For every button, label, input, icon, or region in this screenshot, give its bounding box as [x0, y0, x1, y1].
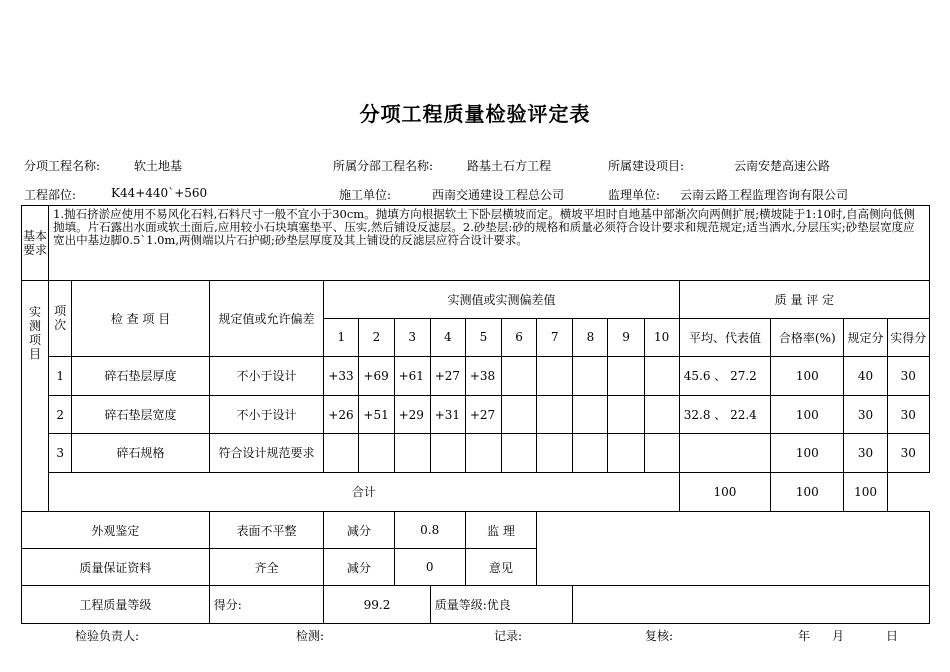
- row-value: +51: [359, 395, 394, 433]
- row-value: [502, 434, 537, 472]
- point-header-8: 8: [573, 319, 608, 356]
- row-value: [608, 356, 644, 395]
- row-value: +27: [465, 395, 501, 433]
- row-spec: 符合设计规范要求: [209, 434, 323, 472]
- measured-header: 实测值或实测偏差值: [324, 281, 679, 319]
- supervision-opinion-box: [537, 512, 930, 586]
- row-value: [394, 434, 430, 472]
- row-item: 碎石垫层厚度: [72, 356, 210, 395]
- contractor-label: 施工单位:: [339, 188, 392, 202]
- row-actual-score: 30: [887, 356, 929, 395]
- row-spec: 不小于设计: [209, 395, 323, 433]
- row-spec-score: 30: [844, 395, 887, 433]
- inspector-label: 检验负责人:: [75, 629, 140, 643]
- row-value: [430, 434, 465, 472]
- total-row: [22, 472, 930, 511]
- row-value: [537, 356, 573, 395]
- table-row: [22, 356, 930, 395]
- appearance-label: 外观鉴定: [22, 512, 210, 549]
- row-avg: 45.6 、 27.2: [679, 356, 770, 395]
- point-header-4: 4: [430, 319, 465, 356]
- point-header-7: 7: [537, 319, 573, 356]
- row-value: [359, 434, 394, 472]
- basic-requirements-label: [22, 206, 49, 281]
- grade-row: [22, 586, 930, 624]
- row-avg: 32.8 、 22.4: [679, 395, 770, 433]
- row-avg: [679, 434, 770, 472]
- row-pass-rate: 100: [771, 356, 844, 395]
- row-value: [324, 434, 359, 472]
- supervision-label: 监 理: [465, 512, 536, 549]
- row-seq: 1: [49, 356, 72, 395]
- grade-blank: [573, 586, 930, 624]
- day-label: 日: [886, 629, 899, 643]
- item-name-value: 软土地基: [134, 159, 183, 173]
- assurance-deduct-value: 0: [394, 549, 465, 586]
- side-label-char-3: 项: [29, 333, 42, 347]
- basic-requirements-text: 1.抛石挤淤应使用不易风化石料,石料尺寸一般不宜小于30cm。抛填方向根据软土下卧层横坡而定。横坡平坦时自地基中部渐次向两侧扩展;横坡陡于1:10时,自高侧向低侧抛填。片石露出水面或软土面后,应用较小石块填塞垫平、压实,然后铺设反滤层。2.砂垫层:砂的规格和质量必须符合设计要求和规范规定;适当洒水,分层压实;砂垫层宽度应宽出中基边脚0.5`1.0m,两侧端以片石护砌;砂垫层厚度及其上铺设的反滤层应符合设计要求。: [49, 206, 930, 281]
- basic-label-line1: 基本: [23, 229, 48, 243]
- avg-header: 平均、代表值: [679, 319, 770, 356]
- seq-header-char-2: 次: [54, 318, 67, 333]
- row-actual-score: 30: [887, 434, 929, 472]
- year-label: 年: [798, 629, 811, 643]
- inspection-table: [21, 205, 930, 624]
- point-header-1: 1: [324, 319, 359, 356]
- month-label: 月: [832, 629, 845, 643]
- row-value: [502, 356, 537, 395]
- appearance-value: 表面不平整: [209, 512, 323, 549]
- appearance-deduct-label: 减分: [324, 512, 394, 549]
- total-pass-rate: 100: [679, 472, 770, 511]
- row-pass-rate: 100: [771, 434, 844, 472]
- row-value: [608, 395, 644, 433]
- quality-header: 质 量 评 定: [679, 281, 929, 319]
- appearance-deduct-value: 0.8: [394, 512, 465, 549]
- seq-header: [49, 281, 72, 357]
- row-value: [644, 395, 679, 433]
- point-header-10: 10: [644, 319, 679, 356]
- project-value: 云南安楚高速公路: [734, 159, 831, 173]
- row-value: [573, 434, 608, 472]
- row-seq: 3: [49, 434, 72, 472]
- row-value: +69: [359, 356, 394, 395]
- parent-part-label: 所属分部工程名称:: [333, 159, 434, 173]
- row-value: +38: [465, 356, 501, 395]
- row-value: [537, 434, 573, 472]
- grade-score-value: 99.2: [324, 586, 430, 624]
- recorder-label: 记录:: [494, 629, 523, 643]
- side-label-char-1: 实: [29, 305, 42, 319]
- row-value: +26: [324, 395, 359, 433]
- total-label: 合计: [49, 472, 680, 511]
- opinion-label: 意见: [465, 549, 536, 586]
- side-label-char-4: 目: [29, 347, 42, 361]
- parent-part-value: 路基土石方工程: [467, 159, 552, 173]
- row-spec: 不小于设计: [209, 356, 323, 395]
- table-row: [22, 395, 930, 433]
- row-value: [644, 356, 679, 395]
- item-header: 检 查 项 目: [72, 281, 210, 357]
- point-header-6: 6: [502, 319, 537, 356]
- row-actual-score: 30: [887, 395, 929, 433]
- row-value: +27: [430, 356, 465, 395]
- grade-level: 质量等级:优良: [430, 586, 573, 624]
- measured-items-side-label: [22, 281, 49, 512]
- row-value: +61: [394, 356, 430, 395]
- point-header-5: 5: [465, 319, 501, 356]
- seq-header-char-1: 项: [54, 304, 67, 319]
- grade-score-label: 得分:: [209, 586, 323, 624]
- row-spec-score: 30: [844, 434, 887, 472]
- total-actual-score: 100: [844, 472, 887, 511]
- row-value: [644, 434, 679, 472]
- project-label: 所属建设项目:: [608, 159, 685, 173]
- supervisor-value: 云南云路工程监理咨询有限公司: [680, 188, 849, 202]
- reviewer-label: 复核:: [645, 629, 674, 643]
- row-value: +33: [324, 356, 359, 395]
- point-header-3: 3: [394, 319, 430, 356]
- grade-label: 工程质量等级: [22, 586, 210, 624]
- row-item: 碎石垫层宽度: [72, 395, 210, 433]
- page-title: 分项工程质量检验评定表: [359, 102, 591, 126]
- location-label: 工程部位:: [24, 188, 77, 202]
- item-name-label: 分项工程名称:: [24, 159, 101, 173]
- spec-header: 规定值或允许偏差: [209, 281, 323, 357]
- row-value: [573, 356, 608, 395]
- row-value: [502, 395, 537, 433]
- row-seq: 2: [49, 395, 72, 433]
- location-value: K44+440`+560: [111, 186, 208, 200]
- side-label-char-2: 测: [29, 319, 42, 333]
- row-value: +31: [430, 395, 465, 433]
- contractor-value: 西南交通建设工程总公司: [432, 188, 565, 202]
- appearance-row: [22, 512, 930, 549]
- point-header-9: 9: [608, 319, 644, 356]
- row-value: [608, 434, 644, 472]
- assurance-label: 质量保证资料: [22, 549, 210, 586]
- row-value: +29: [394, 395, 430, 433]
- row-value: [537, 395, 573, 433]
- actual-score-header: 实得分: [887, 319, 929, 356]
- row-spec-score: 40: [844, 356, 887, 395]
- basic-label-line2: 要求: [23, 243, 48, 257]
- row-value: [573, 395, 608, 433]
- assurance-deduct-label: 减分: [324, 549, 394, 586]
- tester-label: 检测:: [296, 629, 325, 643]
- table-row: [22, 434, 930, 472]
- point-header-2: 2: [359, 319, 394, 356]
- total-spec-score: 100: [771, 472, 844, 511]
- supervisor-label: 监理单位:: [608, 188, 661, 202]
- pass-rate-header: 合格率(%): [771, 319, 844, 356]
- assurance-value: 齐全: [209, 549, 323, 586]
- spec-score-header: 规定分: [844, 319, 887, 356]
- row-value: [465, 434, 501, 472]
- row-item: 碎石规格: [72, 434, 210, 472]
- row-pass-rate: 100: [771, 395, 844, 433]
